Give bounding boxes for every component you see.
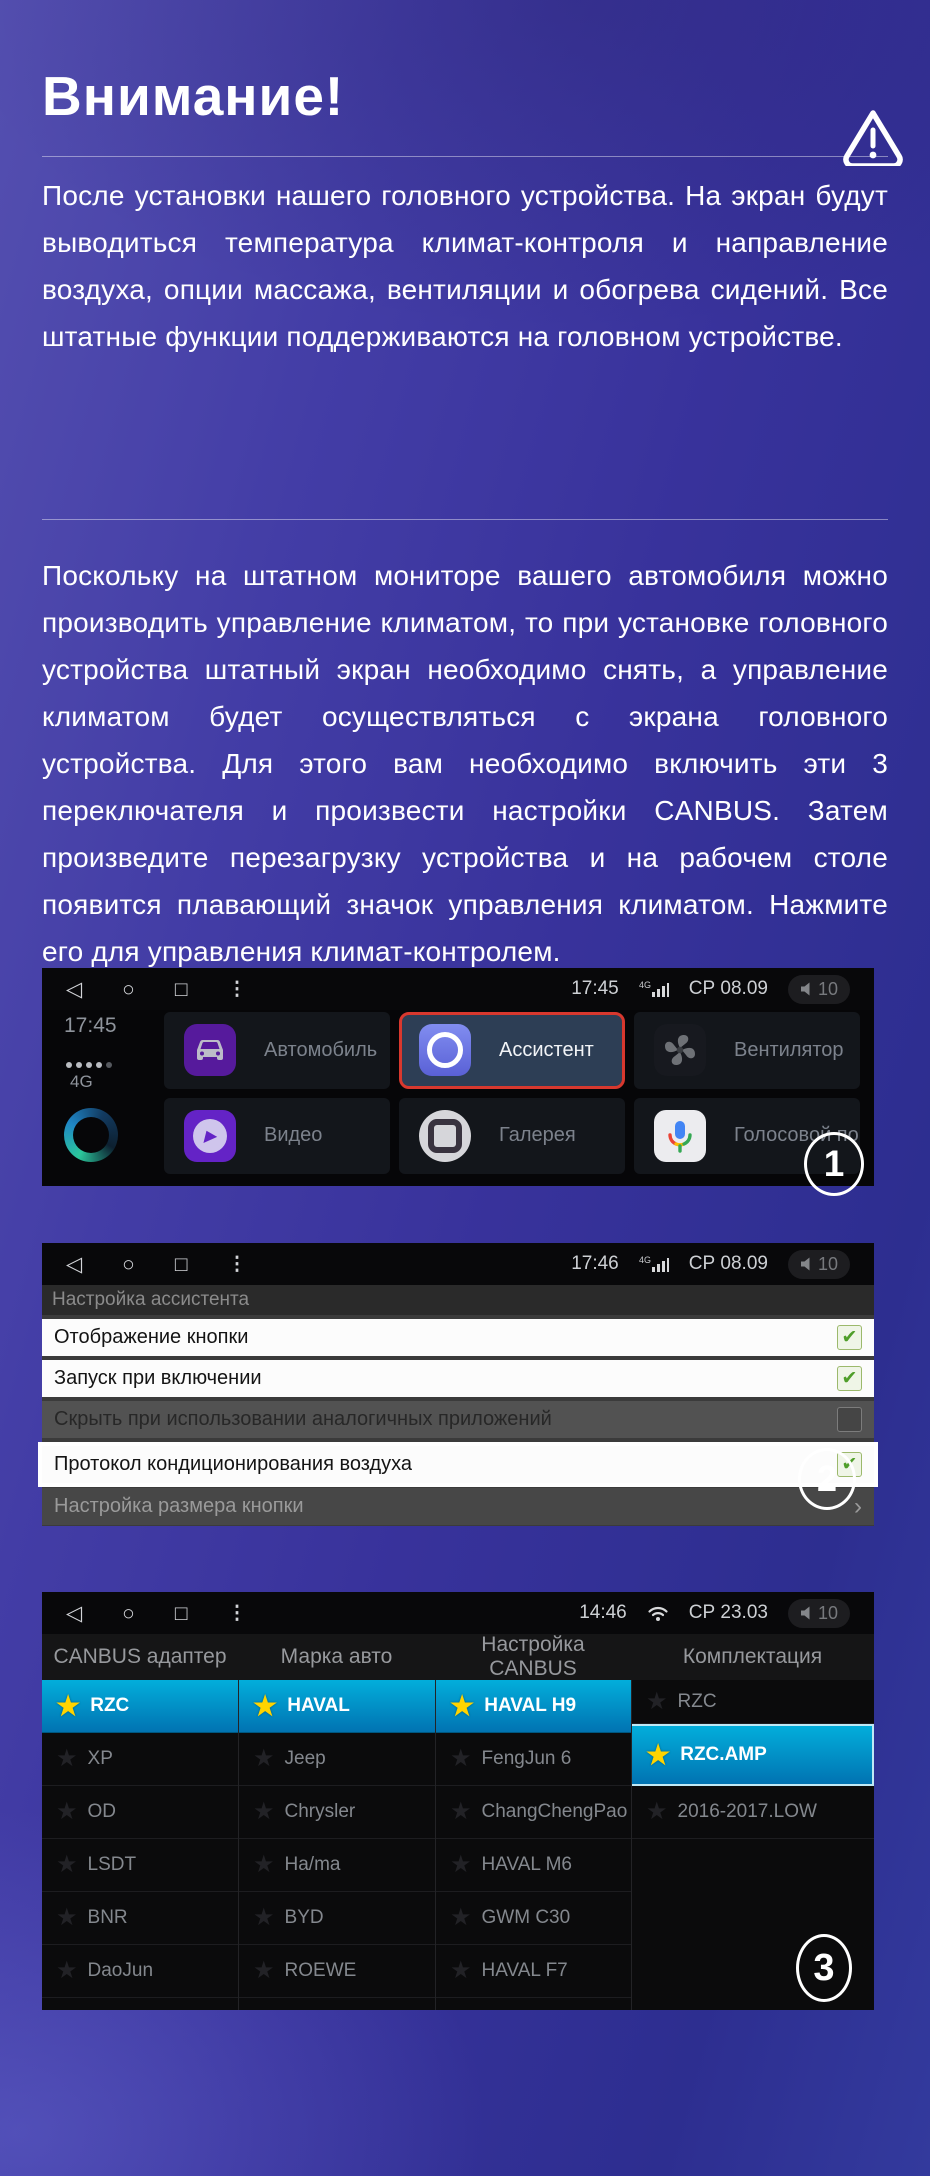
list-item[interactable]: ★ Chrysler: [239, 1786, 435, 1839]
setting-row-launch-on-start[interactable]: [42, 1360, 874, 1397]
setting-label: Протокол кондиционирования воздуха: [54, 1453, 413, 1475]
star-icon: ★: [253, 1745, 275, 1772]
star-icon: ★: [253, 1798, 275, 1825]
back-icon[interactable]: ◁: [66, 977, 83, 1001]
star-icon: ★: [450, 1904, 472, 1931]
recents-icon[interactable]: □: [174, 1252, 188, 1276]
tile-label: Галерея: [499, 1124, 576, 1147]
car-icon: [184, 1024, 236, 1076]
fan-icon: [654, 1024, 706, 1076]
star-icon: ★: [646, 1739, 671, 1770]
tile-car[interactable]: [164, 1012, 390, 1089]
wifi-icon: [647, 1604, 669, 1622]
signal-dots-icon: [66, 1062, 160, 1068]
status-date: СР 08.09: [688, 1253, 768, 1274]
star-icon: ★: [56, 1957, 78, 1984]
status-date: СР 23.03: [688, 1602, 768, 1623]
gallery-icon: [419, 1110, 471, 1162]
menu-icon[interactable]: ⋮: [227, 1602, 247, 1624]
assistant-ring-button[interactable]: [64, 1108, 118, 1162]
setting-label: Отображение кнопки: [54, 1326, 249, 1348]
checkbox-checked-icon[interactable]: ✔: [837, 1452, 862, 1477]
step-badge-2: 2: [798, 1448, 856, 1510]
column-canbus-adapter: [42, 1680, 238, 2010]
star-icon: ★: [56, 1745, 78, 1772]
star-icon: ★: [56, 1798, 78, 1825]
canbus-column-headers: [42, 1634, 874, 1680]
setting-row-hide-when-similar-apps[interactable]: [42, 1401, 874, 1438]
star-icon: ★: [56, 1851, 78, 1878]
checkbox-checked-icon[interactable]: ✔: [837, 1366, 862, 1391]
tile-gallery[interactable]: [399, 1098, 625, 1175]
tile-label: Ассистент: [499, 1038, 594, 1061]
star-icon: ★: [56, 1690, 81, 1721]
list-item[interactable]: ★ OD: [42, 1786, 238, 1839]
microphone-icon: [654, 1110, 706, 1162]
volume-indicator: 10: [788, 975, 850, 1004]
list-item[interactable]: ★ HAVAL F7: [436, 1945, 631, 1998]
step-badge-3: 3: [796, 1934, 852, 2002]
intro-paragraph-1: После установки нашего головного устройства. На экран будут выводиться температура климат-контроля и направление воздуха, опции массажа, вентиляции и обогрева сидений. Все штатные функции поддерживаются на головном устройстве.: [42, 180, 888, 352]
list-item[interactable]: ★ LSDT: [42, 1839, 238, 1892]
column-header: Комплектация: [682, 1645, 823, 1668]
back-icon[interactable]: ◁: [66, 1252, 83, 1276]
setting-label: Запуск при включении: [54, 1367, 262, 1389]
signal-4g-icon: [639, 979, 669, 999]
list-item[interactable]: ★ HAVAL M6: [436, 1839, 631, 1892]
settings-section-title: Настройка ассистента: [42, 1285, 874, 1315]
sidebar-network-label: 4G: [70, 1072, 93, 1091]
star-icon: ★: [450, 1745, 472, 1772]
list-item[interactable]: ★ RZC: [42, 1680, 238, 1733]
tile-video[interactable]: [164, 1098, 390, 1175]
star-icon: ★: [450, 1690, 475, 1721]
app-grid: [160, 1010, 874, 1186]
divider: [42, 156, 888, 157]
status-bar: [42, 968, 874, 1010]
divider: [42, 519, 888, 520]
list-item[interactable]: ★ HAVAL H9: [436, 1680, 631, 1733]
list-item[interactable]: ★ DaoJun: [42, 1945, 238, 1998]
assistant-icon: [419, 1024, 471, 1076]
star-icon: ★: [253, 1904, 275, 1931]
tile-label: Автомобиль: [264, 1038, 378, 1061]
tile-fan[interactable]: [634, 1012, 860, 1089]
star-icon: ★: [253, 1851, 275, 1878]
list-item[interactable]: ★ 2016-2017.LOW: [632, 1786, 874, 1839]
star-icon: ★: [450, 1798, 472, 1825]
checkbox-unchecked-icon[interactable]: [837, 1407, 862, 1432]
recents-icon[interactable]: □: [174, 977, 188, 1001]
tile-label: Голосовой по: [734, 1124, 859, 1147]
list-item[interactable]: ★ Ha/ma: [239, 1839, 435, 1892]
speaker-icon: [800, 1257, 812, 1271]
column-canbus-setting: [435, 1680, 631, 2010]
list-item[interactable]: ★ Jeep: [239, 1733, 435, 1786]
screenshot-canbus-settings: [42, 1592, 874, 2010]
list-item[interactable]: ★ ChangChengPao: [436, 1786, 631, 1839]
setting-row-show-button[interactable]: [42, 1319, 874, 1356]
status-time: 17:46: [571, 1253, 619, 1274]
tile-label: Вентилятор: [734, 1038, 844, 1061]
screenshot-assistant-settings: [42, 1243, 874, 1526]
list-item[interactable]: ★ HAVAL: [239, 1680, 435, 1733]
column-header: CANBUS адаптер: [53, 1645, 227, 1668]
back-icon[interactable]: ◁: [66, 1601, 83, 1625]
setting-row-button-size[interactable]: [42, 1488, 874, 1525]
status-bar: [42, 1243, 874, 1285]
launcher-sidebar: [42, 1010, 160, 1186]
step-badge-1: 1: [804, 1132, 864, 1196]
canbus-table: [42, 1680, 874, 2010]
home-icon[interactable]: ○: [122, 977, 135, 1001]
home-icon[interactable]: ○: [122, 1252, 135, 1276]
volume-indicator: 10: [788, 1599, 850, 1628]
video-icon: ▶: [184, 1110, 236, 1162]
tile-assistant[interactable]: [399, 1012, 625, 1089]
column-car-brand: [238, 1680, 435, 2010]
star-icon: ★: [450, 1851, 472, 1878]
menu-icon[interactable]: ⋮: [227, 978, 247, 1000]
volume-indicator: 10: [788, 1250, 850, 1279]
star-icon: ★: [450, 1957, 472, 1984]
status-time: 14:46: [579, 1602, 627, 1623]
setting-label: Скрыть при использовании аналогичных приложений: [54, 1408, 552, 1430]
list-item[interactable]: ★ BYD: [239, 1892, 435, 1945]
list-item[interactable]: ★ RZC: [632, 1680, 874, 1724]
list-item[interactable]: ★ FengJun 6: [436, 1733, 631, 1786]
svg-text:4G: 4G: [638, 1255, 651, 1265]
star-icon: ★: [646, 1687, 668, 1715]
sidebar-clock: 17:45: [64, 1014, 117, 1037]
page-title: Внимание!: [42, 65, 345, 127]
column-header: Настройка CANBUS: [481, 1633, 585, 1680]
list-item[interactable]: ★ ROEWE: [239, 1945, 435, 1998]
signal-4g-icon: [639, 1254, 669, 1274]
recents-icon[interactable]: □: [174, 1601, 188, 1625]
intro-paragraph-2: Поскольку на штатном мониторе вашего автомобиля можно производить управление климатом, то при установке головного устройства штатный экран необходимо снять, а управление климатом будет осуществляться с экрана головного устройства. Для этого вам необходимо включить эти 3 переключателя и произвести настройки CANBUS. Затем произведите перезагрузку устройства и на рабочем столе появится плавающий значок управления климатом. Нажмите его для управления климат-контролем.: [42, 560, 888, 967]
status-bar: [42, 1592, 874, 1634]
column-header: Марка авто: [280, 1645, 393, 1668]
home-icon[interactable]: ○: [122, 1601, 135, 1625]
speaker-icon: [800, 1606, 812, 1620]
list-item[interactable]: ★ RZC.AMP: [632, 1724, 874, 1786]
star-icon: ★: [56, 1904, 78, 1931]
menu-icon[interactable]: ⋮: [227, 1253, 247, 1275]
star-icon: ★: [253, 1690, 278, 1721]
list-item[interactable]: ★ BNR: [42, 1892, 238, 1945]
chevron-right-icon: ›: [854, 1492, 862, 1520]
checkbox-checked-icon[interactable]: ✔: [837, 1325, 862, 1350]
setting-row-ac-protocol[interactable]: [42, 1446, 874, 1483]
screenshot-launcher: [42, 968, 874, 1186]
warning-icon: [841, 108, 905, 166]
star-icon: ★: [646, 1798, 668, 1825]
tile-label: Видео: [264, 1124, 323, 1147]
speaker-icon: [800, 982, 812, 996]
star-icon: ★: [253, 1957, 275, 1984]
status-date: СР 08.09: [688, 978, 768, 999]
list-item[interactable]: ★ GWM C30: [436, 1892, 631, 1945]
setting-label: Настройка размера кнопки: [54, 1495, 304, 1517]
status-time: 17:45: [571, 978, 619, 999]
list-item[interactable]: ★ XP: [42, 1733, 238, 1786]
svg-text:4G: 4G: [638, 980, 651, 990]
